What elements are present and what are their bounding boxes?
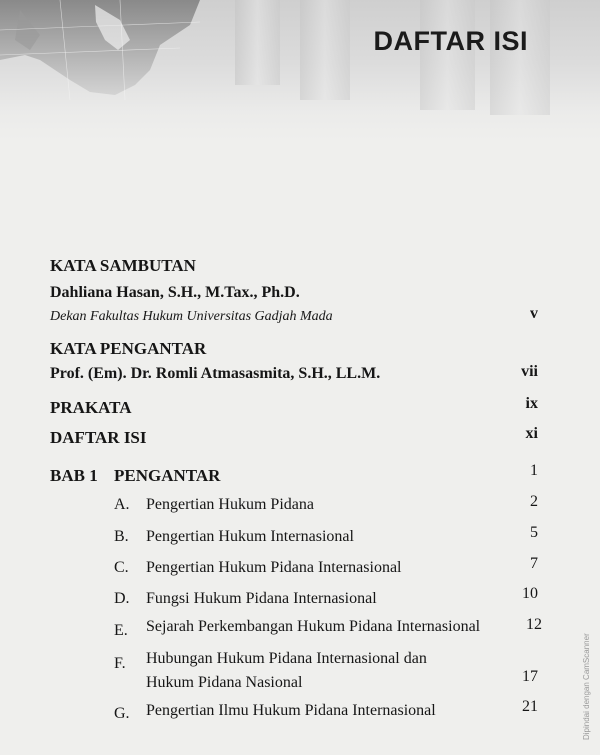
toc-heading: KATA SAMBUTAN — [50, 256, 196, 275]
toc-page-number: vii — [521, 363, 538, 380]
toc-page-number: 7 — [530, 555, 538, 572]
section-letter: G. — [114, 705, 130, 722]
section-letter: E. — [114, 622, 128, 639]
toc-page-number: 10 — [522, 585, 538, 602]
toc-author: Dahliana Hasan, S.H., M.Tax., Ph.D. — [50, 284, 300, 301]
toc-affiliation: Dekan Fakultas Hukum Universitas Gadjah Mada — [50, 309, 333, 324]
toc-author: Prof. (Em). Dr. Romli Atmasasmita, S.H., LL.M. — [50, 365, 381, 382]
toc-page-number: 1 — [530, 462, 538, 479]
section-letter: B. — [114, 528, 129, 545]
section-letter: C. — [114, 559, 129, 576]
chapter-title: PENGANTAR — [114, 466, 221, 485]
section-letter: F. — [114, 655, 126, 672]
section-title: Pengertian Hukum Pidana Internasional — [146, 559, 402, 576]
toc-page-number: xi — [525, 425, 538, 442]
section-title: Pengertian Ilmu Hukum Pidana Internasional — [146, 702, 436, 719]
toc-page-number: 12 — [526, 616, 542, 633]
chapter-label: BAB 1 — [50, 466, 98, 485]
toc-page-number: 21 — [522, 698, 538, 715]
section-title: Fungsi Hukum Pidana Internasional — [146, 590, 377, 607]
section-title-continued: Hukum Pidana Nasional — [146, 674, 303, 691]
section-letter: A. — [114, 496, 130, 513]
toc-heading: PRAKATA — [50, 398, 132, 417]
section-title: Sejarah Perkembangan Hukum Pidana Internasional — [146, 618, 481, 635]
section-title: Hubungan Hukum Pidana Internasional dan — [146, 650, 427, 667]
toc-page-number: 5 — [530, 524, 538, 541]
toc-page-number: v — [530, 305, 538, 322]
page-title: DAFTAR ISI — [373, 26, 528, 56]
section-title: Pengertian Hukum Pidana — [146, 496, 314, 513]
toc-page-number: ix — [525, 395, 538, 412]
toc-page-number: 2 — [530, 493, 538, 510]
toc-page-number: 17 — [522, 668, 538, 685]
section-letter: D. — [114, 590, 130, 607]
scanner-watermark-text: Dipindai dengan CamScanner — [582, 633, 591, 740]
toc-heading: DAFTAR ISI — [50, 428, 147, 447]
section-title: Pengertian Hukum Internasional — [146, 528, 354, 545]
toc-heading: KATA PENGANTAR — [50, 339, 207, 358]
scanner-watermark — [582, 590, 596, 750]
